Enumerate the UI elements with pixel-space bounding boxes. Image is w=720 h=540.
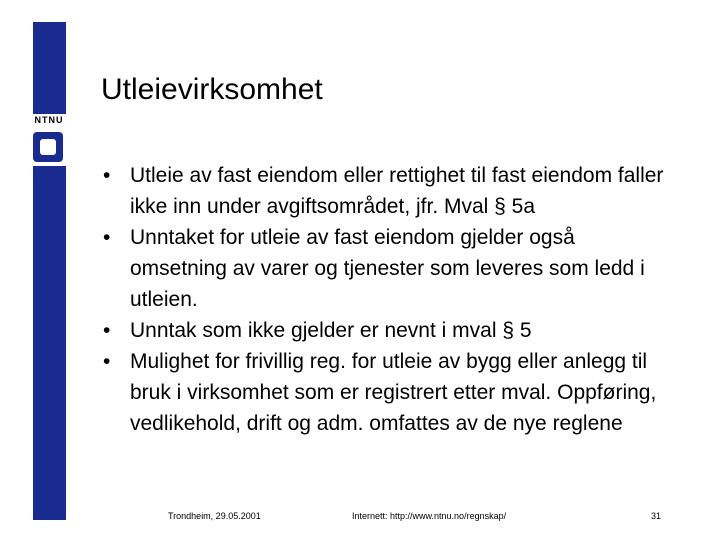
slide-title: Utleievirksomhet — [101, 73, 323, 106]
footer-url: Internett: http://www.ntnu.no/regnskap/ — [352, 511, 507, 521]
bullet-item — [100, 222, 670, 315]
bullet-item — [100, 315, 670, 346]
logo-mark-icon — [33, 132, 63, 162]
bullet-marker: • — [103, 350, 111, 373]
bullet-item — [100, 346, 670, 439]
bullet-item — [100, 160, 670, 222]
bullet-marker: • — [103, 164, 111, 187]
ntnu-logo — [26, 114, 72, 166]
page-number: 31 — [651, 511, 662, 521]
bullet-list — [100, 160, 670, 439]
bullet-marker: • — [103, 319, 111, 342]
logo-text: NTNU — [34, 115, 64, 125]
bullet-text: Unntak som ikke gjelder er nevnt i mval § 5 — [130, 319, 532, 342]
brand-sidebar — [33, 22, 66, 520]
logo-mark-inner — [40, 139, 56, 155]
footer-location-date: Trondheim, 29.05.2001 — [168, 511, 261, 521]
bullet-text: Utleie av fast eiendom eller rettighet til fast eiendom faller ikke inn under avgiftsområdet, jfr. Mval § 5a — [130, 164, 664, 218]
bullet-marker: • — [103, 226, 111, 249]
bullet-text: Unntaket for utleie av fast eiendom gjelder også omsetning av varer og tjenester som leveres som ledd i utleien. — [130, 226, 645, 311]
bullet-text: Mulighet for frivillig reg. for utleie av bygg eller anlegg til bruk i virksomhet som er registrert etter mval. Oppføring, vedlikehold, drift og adm. omfattes av de nye reglene — [130, 350, 657, 435]
